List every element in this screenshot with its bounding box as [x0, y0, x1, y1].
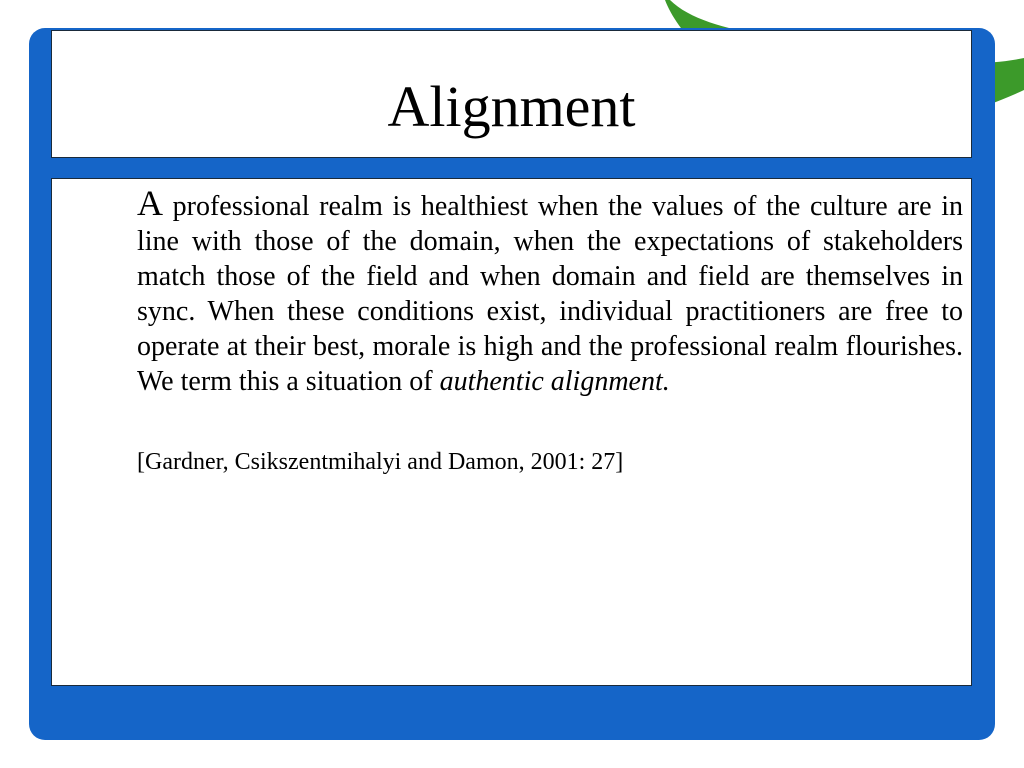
title-panel — [51, 30, 972, 158]
quote-citation: [Gardner, Csikszentmihalyi and Damon, 2001: 27] — [137, 449, 624, 475]
slide-title: Alignment — [387, 74, 636, 139]
quote-emphasis: authentic alignment. — [439, 366, 670, 397]
quote-first-letter: A — [137, 183, 163, 223]
quote-paragraph — [137, 183, 963, 399]
quote-text: professional realm is healthiest when the values of the culture are in line with those of the domain, when the expectations of stakeholders match those of the field and when domain and field are themselves in sync. When these conditions exist, individual practitioners are free to operate at their best, morale is high and the professional realm flourishes. We term this a situation of — [137, 191, 963, 397]
content-panel — [51, 178, 972, 686]
